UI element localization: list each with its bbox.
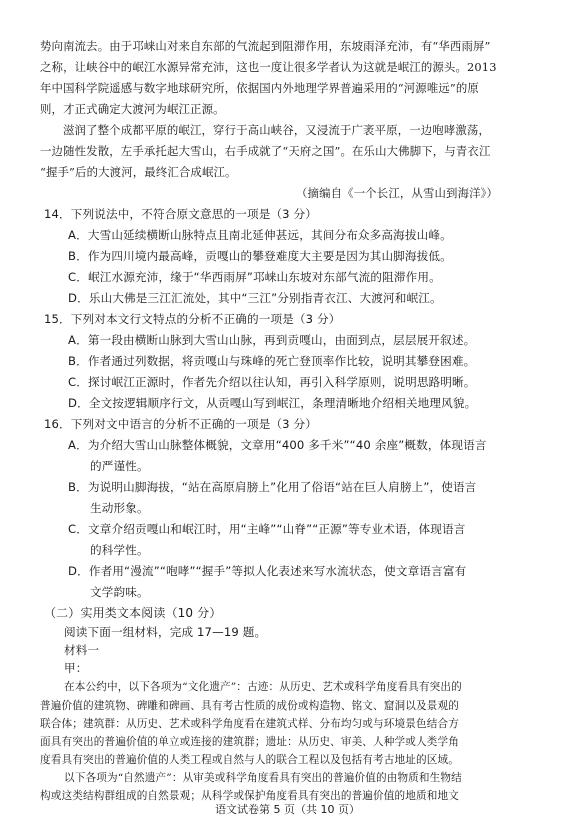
passage-line: “握手”后的大渡河，最终汇合成岷江。 xyxy=(40,165,237,179)
passage-source: （摘编自《一个长江，从雪山到海洋》） xyxy=(296,186,499,200)
question-option: C．文章介绍贡嘎山和岷江时，用“主峰”“山脊”“正源”等专业术语，体现语言 xyxy=(68,522,466,536)
question-option: B．作者通过列数据，将贡嘎山与珠峰的死亡登顶率作比较，说明其攀登困难。 xyxy=(68,354,476,368)
section-instruction: 阅读下面一组材料，完成 17—19 题。 xyxy=(64,625,267,639)
passage-line: 势向南流去。由于邛崃山对来自东部的气流起到阻滞作用，东坡雨泽充沛，有“华西雨屏” xyxy=(40,39,491,53)
material-line: 度看具有突出的普遍价值的人类工程或自然与人的联合工程以及包括有考古地址的区域。 xyxy=(40,754,460,766)
material-label: 材料一 xyxy=(64,643,100,657)
material-sub-label: 甲： xyxy=(64,661,88,675)
question-option: A．大雪山延续横断山脉特点且南北延伸甚远，其间分布众多高海拔山峰。 xyxy=(68,228,452,242)
question-option: D．乐山大佛是三江汇流处，其中“三江”分别指青衣江、大渡河和岷江。 xyxy=(68,291,442,305)
question-stem: 16．下列对文中语言的分析不正确的一项是（3 分） xyxy=(44,417,318,431)
question-stem: 15．下列对本文行文特点的分析不正确的一项是（3 分） xyxy=(44,312,341,326)
question-option: C．探讨岷江正源时，作者先介绍以往认知，再引入科学原则，说明思路明晰。 xyxy=(68,375,476,389)
question-option: D．作者用“漫流”“咆哮”“握手”等拟人化表述来写水流状态，使文章语言富有 xyxy=(68,564,467,578)
material-line: 面具有突出的普遍价值的单立或连接的建筑群；遗址：从历史、审美、人种学或人类学角 xyxy=(40,736,460,748)
question-option: A．为介绍大雪山山脉整体概貌，文章用“400 多千米”“40 余座”概数，体现语言 xyxy=(68,438,487,452)
question-option-continued: 文学韵味。 xyxy=(90,585,149,599)
question-option-continued: 生动形象。 xyxy=(90,501,149,515)
question-option: B．为说明山脚海拔，“站在高原肩膀上”化用了俗语“站在巨人肩膀上”，使语言 xyxy=(68,480,477,494)
material-line: 在本公约中，以下各项为“文化遗产”：古迹：从历史、艺术或科学角度看具有突出的 xyxy=(64,681,462,693)
material-line: 联合体；建筑群：从历史、艺术或科学角度看在建筑式样、分布均匀或与环境景色结合方 xyxy=(40,718,460,730)
question-option-continued: 的科学性。 xyxy=(90,543,149,557)
question-option: C．岷江水源充沛，缘于“华西雨屏”邛崃山东坡对东部气流的阻滞作用。 xyxy=(68,270,441,284)
question-option: A．第一段由横断山脉到大雪山山脉，再到贡嘎山，由面到点，层层展开叙述。 xyxy=(68,333,476,347)
question-option: B．作为四川境内最高峰，贡嘎山的攀登难度大主要是因为其山脚海拔低。 xyxy=(68,249,452,263)
passage-line: 之称，让峡谷中的岷江水源异常充沛，这也一度让很多学者认为这就是岷江的源头。2013 xyxy=(40,60,497,74)
question-option-continued: 的严谨性。 xyxy=(90,459,149,473)
question-stem: 14．下列说法中，不符合原文意思的一项是（3 分） xyxy=(44,207,318,221)
passage-line: 年中国科学院遥感与数字地球研究所，依据国内外地理学界普遍采用的“河源唯远”的原 xyxy=(40,81,479,95)
passage-line: 一边随性发散，左手承托起大雪山，右手成就了“天府之国”。在乐山大佛脚下，与青衣江 xyxy=(40,144,491,158)
passage-line: 则，才正式确定大渡河为岷江正源。 xyxy=(40,102,225,116)
passage-line: 滋润了整个成都平原的岷江，穿行于高山峡谷，又浸流于广袤平原，一边咆哮激荡， xyxy=(63,123,491,137)
page-footer: 语文试卷第 5 页（共 10 页） xyxy=(215,803,360,816)
material-line: 普遍价值的建筑物、碑雕和碑画、具有考古性质的成份或构造物、铭文、窟洞以及景观的 xyxy=(40,700,460,712)
question-option: D．全文按逻辑顺序行文，从贡嘎山写到岷江，条理清晰地介绍相关地理风貌。 xyxy=(68,396,477,410)
material-line: 构或这类结构群组成的自然景观；从科学或保护角度看具有突出的普遍价值的地质和地文 xyxy=(40,790,460,802)
material-line: 以下各项为“自然遗产”：从审美或科学角度看具有突出的普遍价值的由物质和生物结 xyxy=(64,772,462,784)
section-heading: （二）实用类文本阅读（10 分） xyxy=(44,606,222,620)
